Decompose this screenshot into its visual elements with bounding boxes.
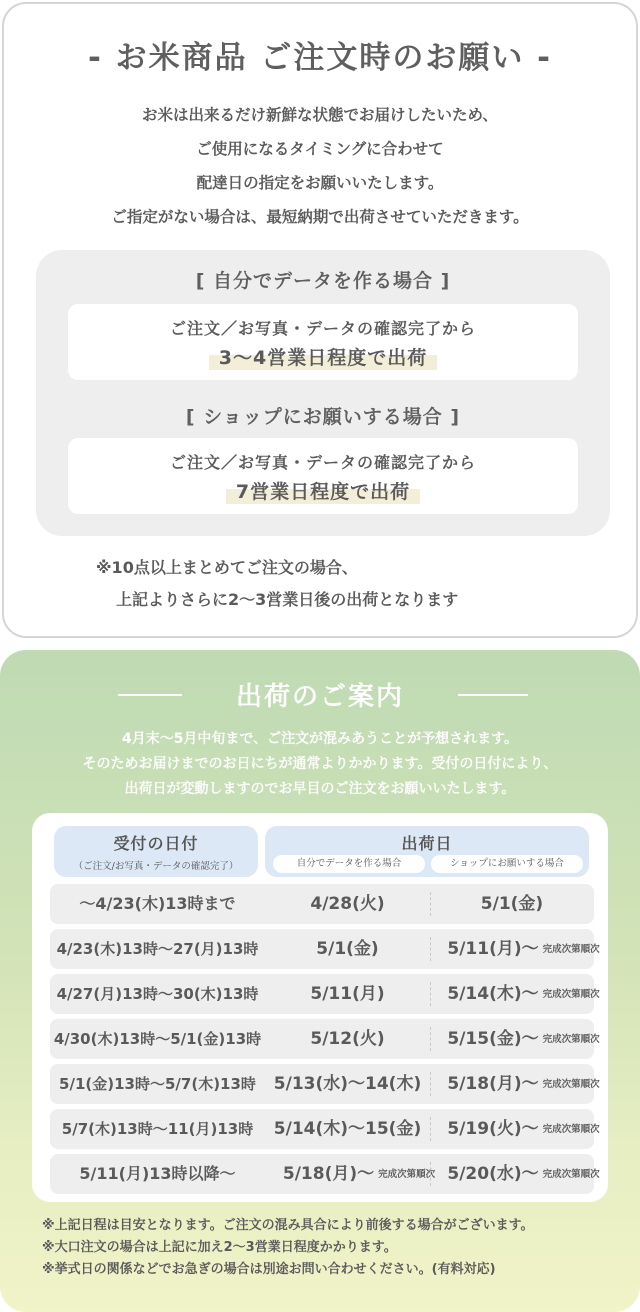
ship-note: 完成次第順次 [542, 1123, 600, 1135]
received-date-cell: 4/23(木)13時〜27(月)13時 [56, 940, 259, 958]
shipping-info [0, 727, 640, 802]
option-lead-time: 3〜4営業日程度で出荷 [209, 343, 437, 370]
intro-line: お米は出来るだけ新鮮な状態でお届けしたいため、 [142, 106, 498, 124]
intro-line: ご指定がない場合は、最短納期で出荷させていただきます。 [111, 208, 529, 226]
table-row [50, 1019, 600, 1059]
received-date-cell: 〜4/23(木)13時まで [79, 894, 236, 913]
info-line: 出荷日が変動しますのでお早目のご注文をお願いいたします。 [124, 781, 516, 797]
ship-date-shop: 5/19(火)〜 [447, 1119, 539, 1139]
option-heading-self: [ 自分でデータを作る場合 ] [195, 270, 451, 292]
option-condition: ご注文／お写真・データの確認完了から [169, 453, 476, 472]
bulk-note-line: ※10点以上まとめてご注文の場合、 [96, 558, 358, 577]
ship-date-shop: 5/15(金)〜 [447, 1029, 539, 1049]
header-received-date [54, 826, 258, 877]
ship-note: 完成次第順次 [542, 943, 600, 955]
ship-date-shop-cell [430, 1019, 600, 1059]
header-pill-shop: ショップにお願いする場合 [431, 855, 583, 873]
shipping-options-box [36, 250, 610, 536]
shipping-guide-card [0, 650, 640, 1312]
ship-date-self-cell [265, 1019, 430, 1059]
ship-date-self: 5/11(月) [310, 984, 385, 1004]
ship-date-self: 5/14(木)〜15(金) [273, 1119, 422, 1139]
option-heading-shop: [ ショップにお願いする場合 ] [185, 406, 461, 428]
shipping-schedule-table [32, 813, 608, 1202]
header-sublabel: （ご注文/お写真・データの確認完了） [73, 861, 239, 872]
received-date-cell: 5/11(月)13時以降〜 [79, 1164, 236, 1183]
table-row [50, 884, 594, 924]
table-row [50, 1154, 600, 1194]
ship-date-self-cell [265, 974, 430, 1014]
option-box-shop [68, 438, 578, 514]
ship-note: 完成次第順次 [542, 1033, 600, 1045]
ship-note: 完成次第順次 [542, 1078, 600, 1090]
title-divider-right [458, 694, 528, 696]
ship-date-shop: 5/20(水)〜 [447, 1164, 539, 1184]
ship-date-shop: 5/18(月)〜 [447, 1074, 539, 1094]
info-line: そのためお届けまでのお日にちが通常よりかかります。受付の日付により、 [82, 756, 558, 772]
received-date-cell: 5/7(木)13時〜11(月)13時 [61, 1120, 254, 1138]
info-line: 4月末〜5月中旬まで、ご注文が混みあうことが予想されます。 [121, 731, 519, 747]
ship-date-shop-cell [430, 929, 600, 969]
ship-date-self-cell [265, 929, 430, 969]
notice-intro [4, 98, 636, 234]
table-row [50, 1064, 600, 1104]
footnote: ※挙式日の関係などでお急ぎの場合は別途お問い合わせください。(有料対応) [42, 1262, 496, 1277]
footnote: ※上記日程は目安となります。ご注文の混み具合により前後する場合がございます。 [42, 1218, 534, 1233]
footnote: ※大口注文の場合は上記に加え2〜3営業日程度かかります。 [42, 1240, 397, 1255]
ship-date-self: 4/28(火) [310, 894, 385, 914]
ship-note: 完成次第順次 [542, 1168, 600, 1180]
ship-note: 完成次第順次 [542, 988, 600, 1000]
table-row [50, 1109, 600, 1149]
header-label: 受付の日付 [113, 834, 199, 853]
ship-date-shop-cell [430, 1154, 600, 1194]
header-label: 出荷日 [401, 834, 453, 853]
intro-line: 配達日の指定をお願いいたします。 [196, 174, 444, 192]
received-date-cell: 5/1(金)13時〜5/7(木)13時 [59, 1075, 256, 1093]
ship-date-self: 5/18(月)〜 [282, 1164, 375, 1184]
ship-note: 完成次第順次 [378, 1168, 436, 1180]
intro-line: ご使用になるタイミングに合わせて [196, 140, 444, 158]
header-pill-self: 自分でデータを作る場合 [273, 855, 425, 873]
received-date-cell: 4/27(月)13時〜30(木)13時 [56, 985, 259, 1003]
ship-date-self-cell [265, 1064, 430, 1104]
ship-date-shop: 5/11(月)〜 [447, 939, 539, 959]
ship-date-self: 5/13(水)〜14(木) [273, 1074, 422, 1094]
ship-date-self: 5/1(金) [316, 939, 379, 959]
ship-date-shop-cell [430, 1064, 600, 1104]
table-row [50, 929, 600, 969]
ship-date-self-cell [265, 884, 430, 924]
rice-order-notice-card [2, 2, 638, 638]
option-condition: ご注文／お写真・データの確認完了から [169, 319, 476, 338]
option-lead-time: 7営業日程度で出荷 [226, 477, 420, 504]
ship-date-self-cell [265, 1154, 436, 1194]
bulk-order-note [4, 552, 636, 616]
footnotes [42, 1215, 534, 1281]
ship-date-self: 5/12(火) [310, 1029, 385, 1049]
ship-date-shop: 5/14(木)〜 [447, 984, 539, 1004]
notice-title: - お米商品 ご注文時のお願い - [87, 40, 553, 76]
ship-date-shop: 5/1(金) [480, 894, 544, 914]
ship-date-shop-cell [430, 974, 600, 1014]
shipping-title: 出荷のご案内 [235, 682, 404, 712]
ship-date-shop-cell [430, 884, 594, 924]
header-ship-date [265, 826, 589, 877]
table-row [50, 974, 600, 1014]
option-box-self [68, 304, 578, 380]
ship-date-shop-cell [430, 1109, 600, 1149]
bulk-note-line: 上記よりさらに2〜3営業日後の出荷となります [116, 590, 459, 609]
ship-date-self-cell [265, 1109, 430, 1149]
received-date-cell: 4/30(木)13時〜5/1(金)13時 [53, 1030, 262, 1048]
